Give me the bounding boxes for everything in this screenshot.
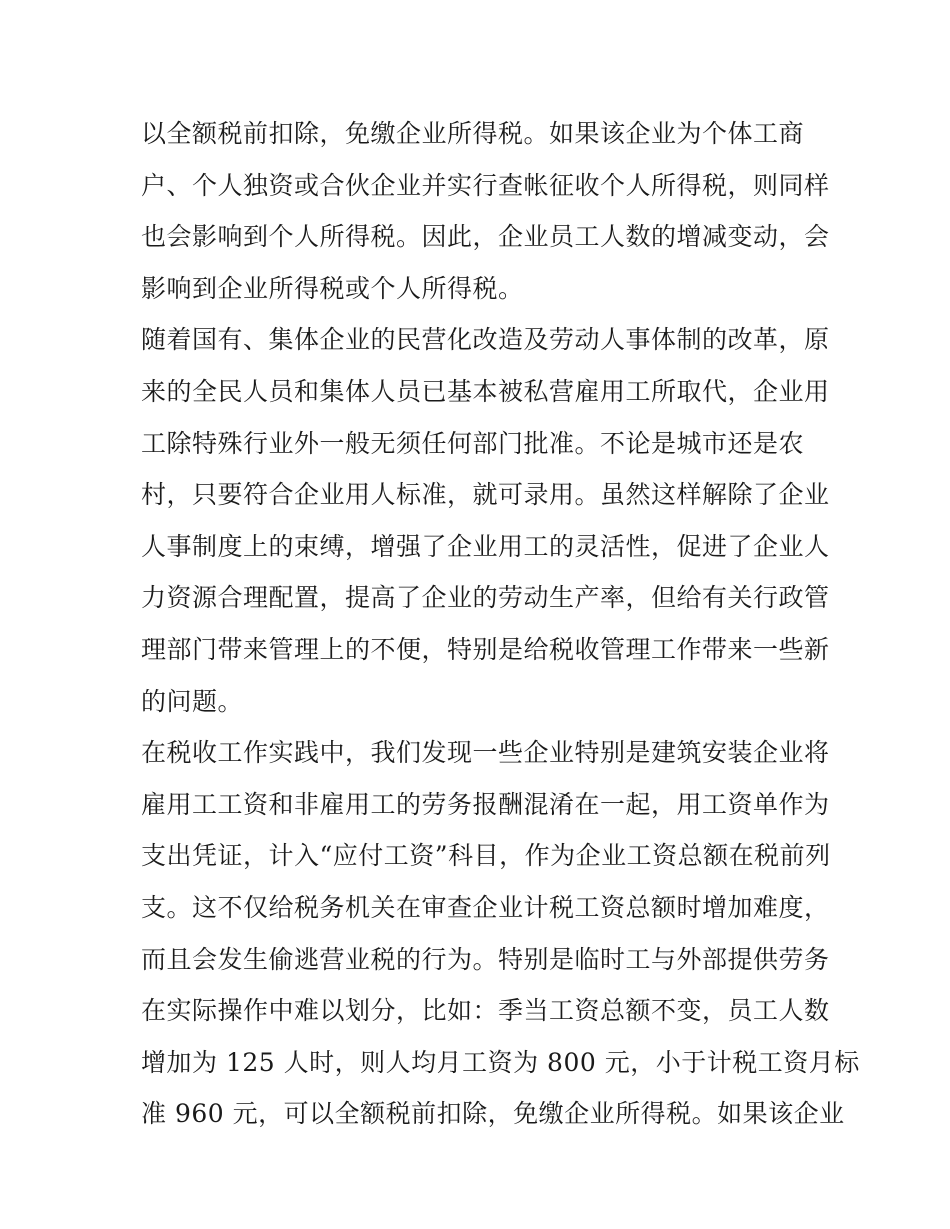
text-line: 户、个人独资或合伙企业并实行查帐征收个人所得税，则同样: [141, 170, 830, 200]
text-line: 增加为 125 人时，则人均月工资为 800 元，小于计税工资月标: [141, 1047, 860, 1077]
text-line: 雇用工工资和非雇用工的劳务报酬混淆在一起，用工资单作为: [141, 789, 830, 819]
text-line: 随着国有、集体企业的民营化改造及劳动人事体制的改革，原: [141, 325, 830, 355]
text-line: 以全额税前扣除，免缴企业所得税。如果该企业为个体工商: [141, 119, 805, 148]
text-line: 影响到企业所得税或个人所得税。: [141, 273, 524, 303]
text-line: 人事制度上的束缚，增强了企业用工的灵活性，促进了企业人: [141, 531, 830, 561]
text-line: 力资源合理配置，提高了企业的劳动生产率，但给有关行政管: [141, 583, 830, 613]
text-line: 也会影响到个人所得税。因此，企业员工人数的增减变动，会: [141, 222, 830, 252]
text-line: 工除特殊行业外一般无须任何部门批准。不论是城市还是农: [141, 428, 805, 458]
text-line: 来的全民人员和集体人员已基本被私营雇用工所取代，企业用: [141, 376, 830, 406]
text-line: 支。这不仅给税务机关在审查企业计税工资总额时增加难度，: [141, 892, 830, 922]
text-line: 村，只要符合企业用人标准，就可录用。虽然这样解除了企业: [141, 480, 830, 510]
text-line: 在实际操作中难以划分，比如：季当工资总额不变，员工人数: [141, 996, 830, 1026]
text-line: 支出凭证，计入“应付工资”科目，作为企业工资总额在税前列: [141, 841, 831, 871]
text-line: 在税收工作实践中，我们发现一些企业特别是建筑安装企业将: [141, 738, 830, 768]
text-line: 理部门带来管理上的不便，特别是给税收管理工作带来一些新: [141, 634, 830, 664]
body-text: [141, 108, 860, 1140]
text-line: 而且会发生偷逃营业税的行为。特别是临时工与外部提供劳务: [141, 944, 830, 974]
text-line: 的问题。: [141, 686, 244, 716]
text-line: 准 960 元，可以全额税前扣除，免缴企业所得税。如果该企业: [141, 1099, 845, 1129]
